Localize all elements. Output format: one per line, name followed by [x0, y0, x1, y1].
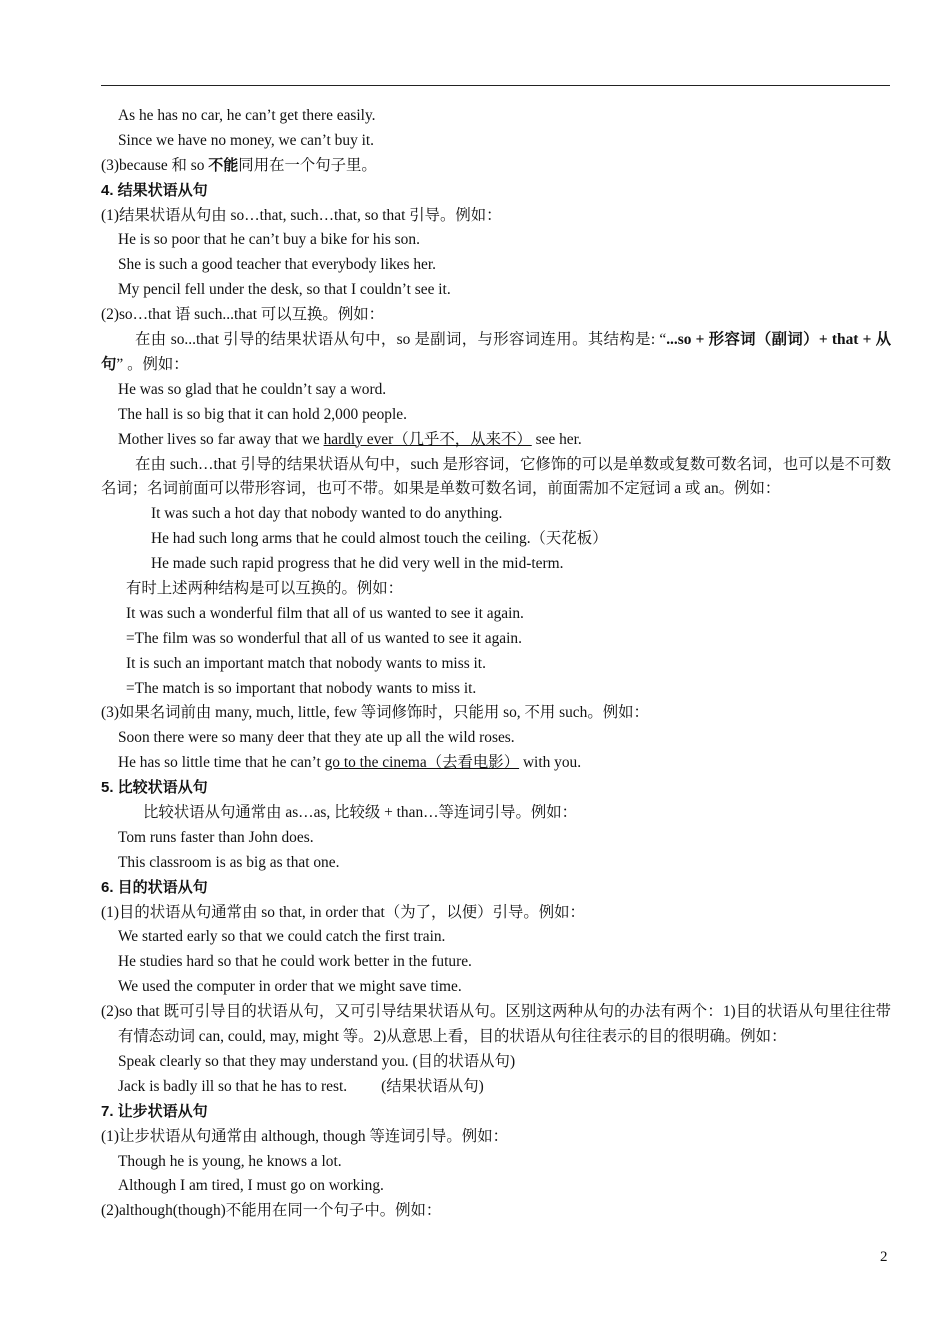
rule-note: (1)结果状语从句由 so…that, such…that, so that 引导。例如：	[101, 206, 502, 224]
example-sentence: He studies hard so that he could work better in the future.	[118, 953, 472, 971]
rule-note: (2)although(though)不能用在同一个句子中。例如：	[101, 1202, 442, 1220]
example-sentence: We started early so that we could catch the first train.	[118, 928, 446, 946]
example-sentence: He is so poor that he can’t buy a bike for his son.	[118, 231, 420, 249]
example-sentence: He has so little time that he can’t go to the cinema（去看电影） with you.	[118, 754, 582, 772]
section-heading-comparison-clause: 5. 比较状语从句	[101, 779, 208, 797]
example-sentence: The hall is so big that it can hold 2,000 people.	[118, 405, 407, 423]
example-sentence: It was such a hot day that nobody wanted to do anything.	[151, 505, 503, 523]
example-sentence: She is such a good teacher that everybody likes her.	[118, 256, 436, 274]
rule-note: (3)because 和 so 不能同用在一个句子里。	[101, 156, 377, 174]
section-heading-result-clause: 4. 结果状语从句	[101, 181, 208, 199]
example-sentence: Speak clearly so that they may understand you. (目的状语从句)	[118, 1052, 516, 1070]
example-sentence: It is such an important match that nobody wants to miss it.	[126, 654, 486, 672]
page-number: 2	[880, 1249, 888, 1265]
rule-note: (2)so…that 语 such...that 可以互换。例如：	[101, 306, 384, 324]
underlined-phrase: go to the cinema（去看电影）	[324, 754, 520, 772]
structure-formula: ...so + 形容词（副词）+ that + 从句	[101, 331, 891, 373]
example-sentence: We used the computer in order that we might save time.	[118, 978, 462, 996]
header-rule	[101, 85, 890, 86]
explanation-paragraph: 在由 so...that 引导的结果状语从句中，so 是副词，与形容词连用。其结构是: “...so + 形容词（副词）+ that + 从句” 。例如：	[101, 331, 891, 373]
rule-note: (1)让步状语从句通常由 although, though 等连词引导。例如：	[101, 1127, 508, 1145]
example-sentence: As he has no car, he can’t get there easily.	[118, 107, 376, 124]
example-sentence: My pencil fell under the desk, so that I couldn’t see it.	[118, 281, 451, 299]
rule-note: (1)目的状语从句通常由 so that, in order that（为了，以便）引导。例如：	[101, 903, 585, 921]
example-sentence: This classroom is as big as that one.	[118, 853, 340, 871]
rule-note: (3)如果名词前由 many, much, little, few 等词修饰时，只能用 so, 不用 such。例如：	[101, 704, 649, 722]
example-sentence: He was so glad that he couldn’t say a word.	[118, 380, 387, 398]
example-sentence: Since we have no money, we can’t buy it.	[118, 131, 375, 149]
example-sentence: =The film was so wonderful that all of us wanted to see it again.	[126, 629, 522, 647]
example-sentence: He made such rapid progress that he did very well in the mid-term.	[151, 555, 564, 573]
example-sentence: Tom runs faster than John does.	[118, 828, 314, 846]
example-sentence: Soon there were so many deer that they ate up all the wild roses.	[118, 729, 515, 747]
emphasis: 不能	[208, 156, 239, 174]
rule-note: 有时上述两种结构是可以互换的。例如：	[126, 579, 404, 597]
explanation-paragraph: (2)so that 既可引导目的状语从句，又可引导结果状语从句。区别这两种从句的办法有两个：1)目的状语从句里往往带有情态动词 can, could, may, might 等。2)从意思上看，目的状语从句往往表示的目的很明确。例如：	[101, 1003, 891, 1046]
example-sentence: Although I am tired, I must go on working.	[118, 1177, 384, 1195]
section-heading-purpose-clause: 6. 目的状语从句	[101, 878, 208, 896]
example-sentence: =The match is so important that nobody wants to miss it.	[126, 679, 477, 697]
explanation-paragraph: 在由 such…that 引导的结果状语从句中，such 是形容词，它修饰的可以是单数或复数可数名词，也可以是不可数名词；名词前面可以带形容词，也可不带。如果是单数可数名词，前面需加不定冠词 a 或 an。例如：	[101, 455, 891, 498]
example-sentence: He had such long arms that he could almost touch the ceiling.（天花板）	[151, 530, 608, 548]
example-sentence: Jack is badly ill so that he has to rest. (结果状语从句)	[118, 1077, 484, 1095]
example-sentence: Mother lives so far away that we hardly ever（几乎不，从来不） see her.	[118, 430, 582, 448]
example-sentence: It was such a wonderful film that all of us wanted to see it again.	[126, 604, 524, 622]
section-heading-concession-clause: 7. 让步状语从句	[101, 1102, 208, 1120]
document-body	[101, 104, 891, 1224]
underlined-phrase: hardly ever（几乎不，从来不）	[323, 430, 532, 448]
example-sentence: Though he is young, he knows a lot.	[118, 1152, 342, 1170]
rule-note: 比较状语从句通常由 as…as, 比较级 + than…等连词引导。例如：	[143, 804, 578, 821]
